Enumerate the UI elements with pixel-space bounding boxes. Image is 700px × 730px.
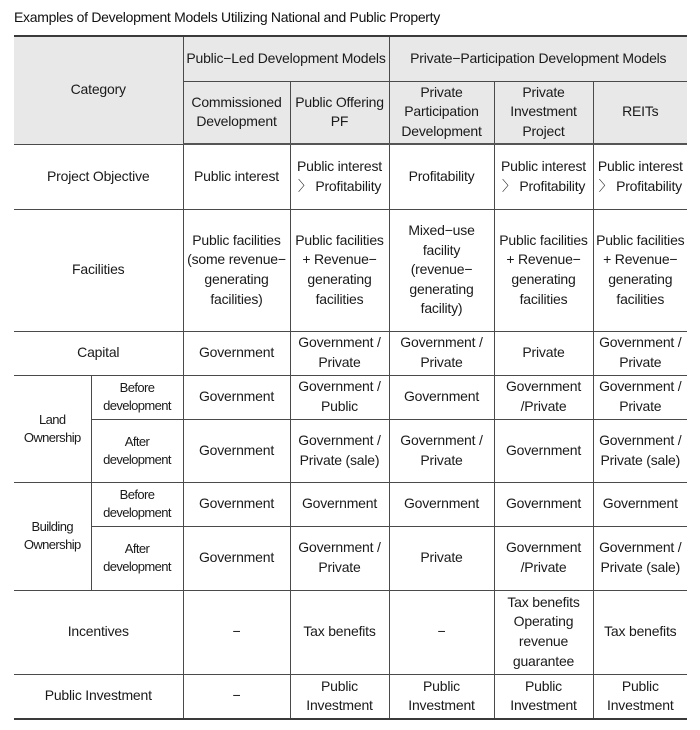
table-cell: Public interest 〉 Profitability — [494, 144, 593, 209]
table-cell: Government — [389, 375, 494, 419]
table-cell: Government — [183, 482, 290, 526]
row-label-capital: Capital — [14, 331, 183, 375]
header-public-offering-pf: Public Offering PF — [290, 81, 389, 144]
header-category: Category — [14, 36, 183, 144]
row-sublabel-after-development: After development — [91, 419, 183, 482]
table-cell: − — [389, 590, 494, 674]
table-cell: Government / Private — [389, 419, 494, 482]
header-group-private-participation: Private−Participation Development Models — [389, 36, 687, 81]
header-private-investment-project: Private Investment Project — [494, 81, 593, 144]
table-row-public-investment — [14, 674, 687, 719]
row-label-public-investment: Public Investment — [14, 674, 183, 719]
table-cell: Government / Private — [593, 331, 687, 375]
table-cell: Government / Private — [593, 375, 687, 419]
header-commissioned-development: Commissioned Development — [183, 81, 290, 144]
table-row-building-after — [14, 526, 687, 590]
table-cell: Tax benefits Operating revenue guarantee — [494, 590, 593, 674]
table-cell: Public facilities + Revenue− generating facilities — [494, 209, 593, 331]
table-cell: − — [183, 674, 290, 719]
table-cell: Public Investment — [290, 674, 389, 719]
table-cell: Government — [389, 482, 494, 526]
table-cell: Government — [183, 331, 290, 375]
table-cell: Government — [183, 419, 290, 482]
table-cell: Public interest 〉 Profitability — [593, 144, 687, 209]
table-row-incentives — [14, 590, 687, 674]
row-sublabel-after-development: After development — [91, 526, 183, 590]
table-cell: Government — [290, 482, 389, 526]
table-cell: Public Investment — [593, 674, 687, 719]
table-cell: Public interest 〉 Profitability — [290, 144, 389, 209]
table-cell: Mixed−use facility (revenue− generating facility) — [389, 209, 494, 331]
table-cell: Government / Public — [290, 375, 389, 419]
table-row-project-objective — [14, 144, 687, 209]
table-cell: Government — [183, 375, 290, 419]
row-group-building-ownership: Building Ownership — [14, 482, 91, 590]
development-models-table — [14, 35, 687, 720]
row-sublabel-before-development: Before development — [91, 375, 183, 419]
table-cell: Private — [389, 526, 494, 590]
table-cell: Tax benefits — [593, 590, 687, 674]
table-cell: Government — [183, 526, 290, 590]
table-cell: Government / Private (sale) — [290, 419, 389, 482]
table-cell: Public Investment — [389, 674, 494, 719]
table-cell: Public facilities (some revenue− generating facilities) — [183, 209, 290, 331]
row-label-incentives: Incentives — [14, 590, 183, 674]
row-group-land-ownership: Land Ownership — [14, 375, 91, 482]
table-row-land-after — [14, 419, 687, 482]
table-row-building-before — [14, 482, 687, 526]
header-group-public-led: Public−Led Development Models — [183, 36, 389, 81]
table-cell: Public facilities + Revenue− generating facilities — [593, 209, 687, 331]
row-label-project-objective: Project Objective — [14, 144, 183, 209]
table-cell: Tax benefits — [290, 590, 389, 674]
table-cell: Government — [593, 482, 687, 526]
table-cell: Government — [494, 482, 593, 526]
row-label-facilities: Facilities — [14, 209, 183, 331]
table-cell: Government / Private (sale) — [593, 419, 687, 482]
table-cell: Public interest — [183, 144, 290, 209]
table-cell: Government / Private — [290, 526, 389, 590]
header-private-participation-development: Private Participation Development — [389, 81, 494, 144]
table-cell: Government — [494, 419, 593, 482]
table-cell: Private — [494, 331, 593, 375]
table-title: Examples of Development Models Utilizing National and Public Property — [14, 9, 440, 25]
table-cell: Public facilities + Revenue− generating facilities — [290, 209, 389, 331]
table-cell: Government / Private (sale) — [593, 526, 687, 590]
table-cell: Government /Private — [494, 526, 593, 590]
table-cell: Government / Private — [290, 331, 389, 375]
table-row-facilities — [14, 209, 687, 331]
table-row-capital — [14, 331, 687, 375]
header-reits: REITs — [593, 81, 687, 144]
table-cell: Profitability — [389, 144, 494, 209]
table-cell: − — [183, 590, 290, 674]
table-cell: Government / Private — [389, 331, 494, 375]
table-row-land-before — [14, 375, 687, 419]
table-cell: Public Investment — [494, 674, 593, 719]
table-cell: Government /Private — [494, 375, 593, 419]
row-sublabel-before-development: Before development — [91, 482, 183, 526]
